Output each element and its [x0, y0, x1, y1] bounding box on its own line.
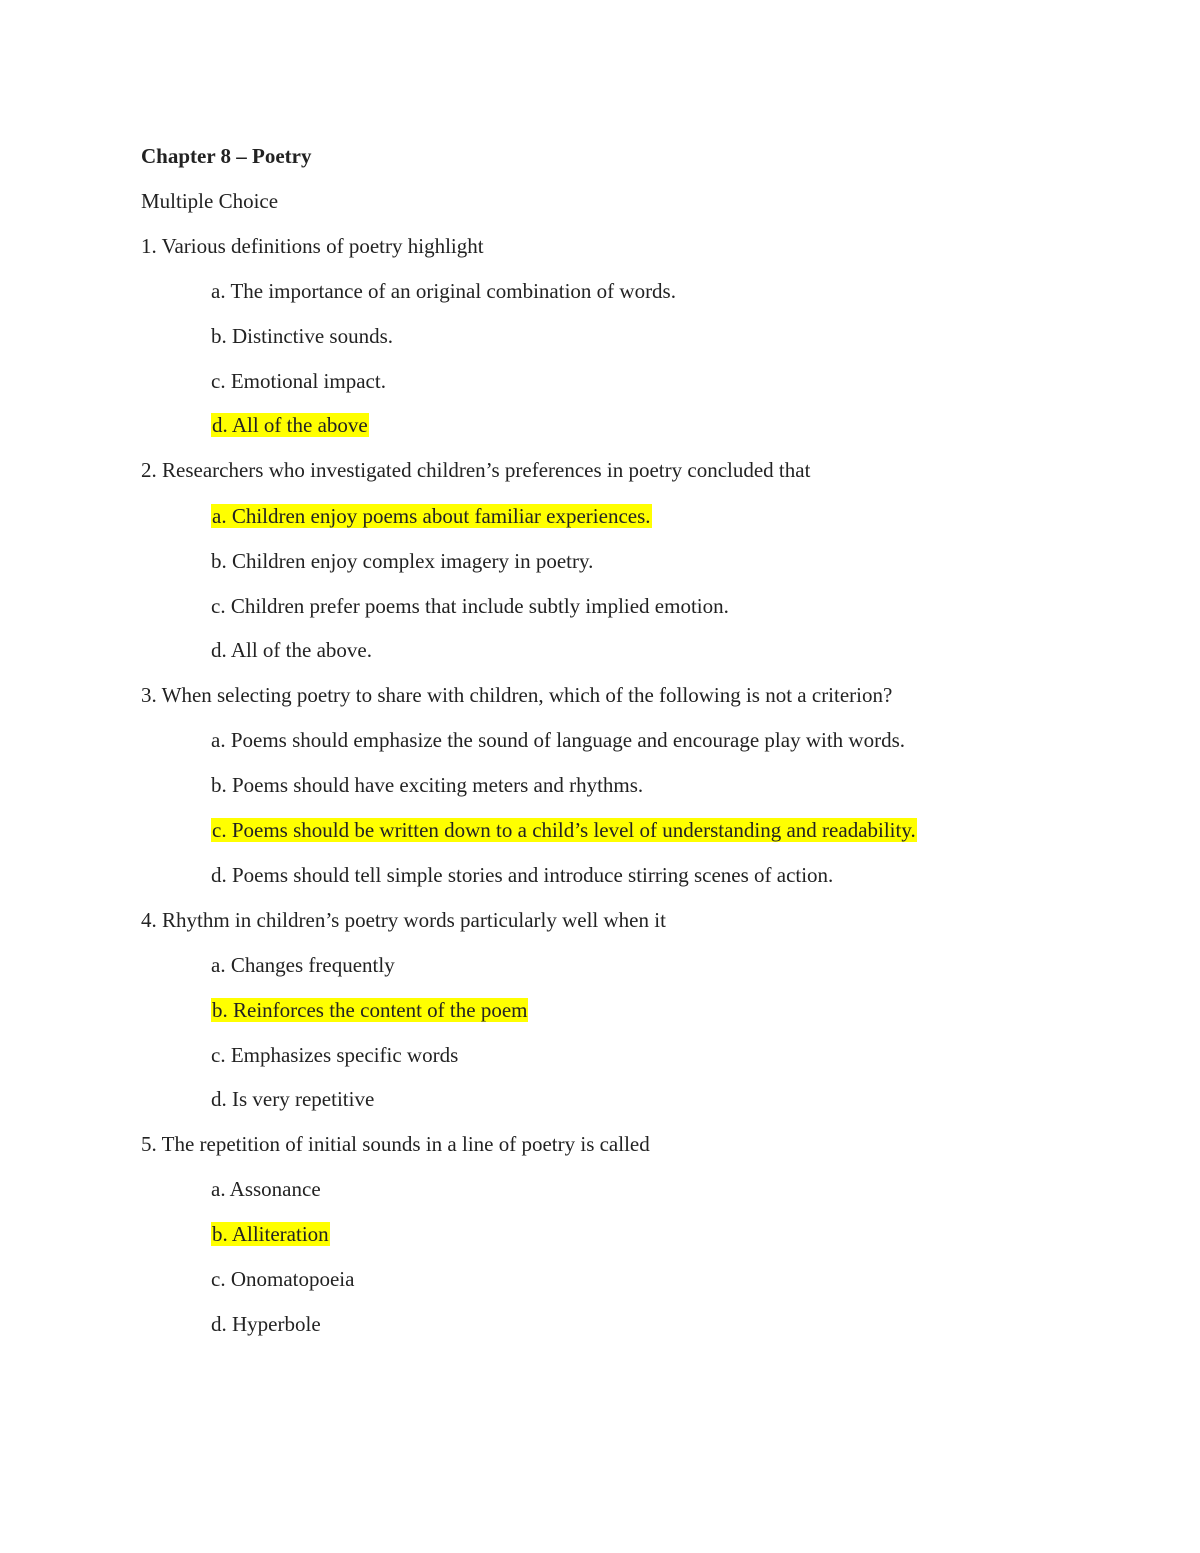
question-1-option-b [211, 323, 393, 349]
option-text: a. Poems should emphasize the sound of language and encourage play with words. [211, 728, 905, 752]
highlighted-answer: d. All of the above [212, 413, 368, 437]
question-4: 4. Rhythm in children’s poetry words particularly well when it [141, 908, 666, 932]
question-5-option-a [211, 1176, 321, 1202]
chapter-title: Chapter 8 – Poetry [141, 144, 312, 168]
question-1-option-c [211, 368, 386, 394]
question-5-option-c [211, 1266, 354, 1292]
question-3-option-c [211, 817, 917, 843]
highlighted-answer: b. Alliteration [212, 1222, 329, 1246]
option-text: c. Children prefer poems that include subtly implied emotion. [211, 594, 729, 618]
question-3-option-a [211, 727, 905, 753]
option-text: b. Children enjoy complex imagery in poetry. [211, 549, 594, 573]
option-text: c. Emotional impact. [211, 369, 386, 393]
option-text: c. Emphasizes specific words [211, 1043, 459, 1067]
option-text: a. Assonance [211, 1177, 321, 1201]
question-4-option-b [211, 997, 528, 1023]
highlighted-answer: c. Poems should be written down to a child’s level of understanding and readability. [212, 818, 916, 842]
question-5-option-b [211, 1221, 330, 1247]
question-4-option-c [211, 1042, 458, 1068]
question-1-option-d [211, 412, 369, 438]
question-3: 3. When selecting poetry to share with children, which of the following is not a criterion? [141, 683, 893, 707]
question-4-option-d [211, 1086, 374, 1112]
question-3-option-b [211, 772, 643, 798]
option-text: b. Distinctive sounds. [211, 324, 393, 348]
question-2-option-c [211, 593, 729, 619]
highlighted-answer: b. Reinforces the content of the poem [212, 998, 528, 1022]
question-5: 5. The repetition of initial sounds in a line of poetry is called [141, 1132, 650, 1156]
highlighted-answer: a. Children enjoy poems about familiar experiences. [212, 504, 651, 528]
option-text: d. Hyperbole [211, 1312, 321, 1336]
section-heading: Multiple Choice [141, 189, 279, 213]
option-text: d. Is very repetitive [211, 1087, 375, 1111]
question-2: 2. Researchers who investigated children’s preferences in poetry concluded that [141, 458, 811, 482]
question-1: 1. Various definitions of poetry highlight [141, 234, 484, 258]
question-1-option-a [211, 278, 676, 304]
option-text: a. Changes frequently [211, 953, 395, 977]
question-2-option-d [211, 637, 372, 663]
option-text: a. The importance of an original combination of words. [211, 279, 676, 303]
option-text: b. Poems should have exciting meters and rhythms. [211, 773, 644, 797]
question-2-option-b [211, 548, 593, 574]
question-5-option-d [211, 1311, 321, 1337]
question-4-option-a [211, 952, 395, 978]
question-2-option-a [211, 503, 652, 529]
question-3-option-d [211, 862, 833, 888]
option-text: d. Poems should tell simple stories and introduce stirring scenes of action. [211, 863, 834, 887]
option-text: c. Onomatopoeia [211, 1267, 355, 1291]
option-text: d. All of the above. [211, 638, 372, 662]
